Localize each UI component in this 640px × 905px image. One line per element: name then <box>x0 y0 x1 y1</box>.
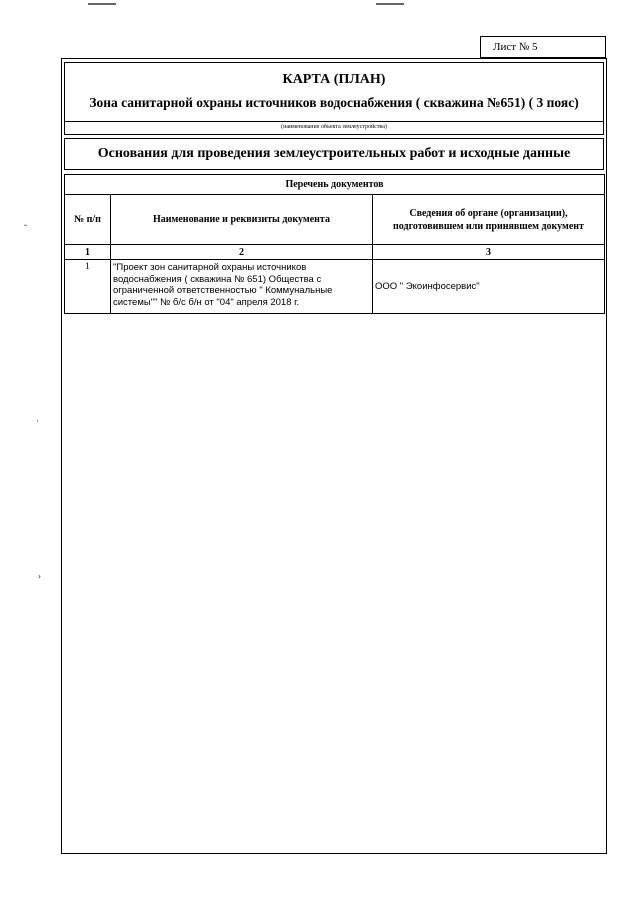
table-row <box>65 260 605 314</box>
column-header-document: Наименование и реквизиты документа <box>111 195 373 245</box>
scan-mark-right <box>376 3 404 5</box>
column-header-organization: Сведения об органе (организации), подготовившем или принявшем документ <box>373 195 605 245</box>
document-frame <box>61 58 607 854</box>
title-section <box>64 62 604 135</box>
column-number: 2 <box>111 245 373 260</box>
documents-table <box>64 174 605 314</box>
column-header-number: № п/п <box>65 195 111 245</box>
doc-title: КАРТА (ПЛАН) <box>282 72 386 87</box>
sheet-number: Лист № 5 <box>480 36 606 58</box>
column-number: 3 <box>373 245 605 260</box>
row-number: 1 <box>65 260 111 314</box>
documents-list-title: Перечень документов <box>65 175 605 195</box>
scan-mark-left <box>88 3 116 5</box>
title-block <box>65 63 603 121</box>
margin-mark: · <box>36 416 39 426</box>
column-number: 1 <box>65 245 111 260</box>
column-number-row <box>65 245 605 260</box>
margin-mark: › <box>38 571 41 581</box>
object-caption: (наименование объекта землеустройства) <box>65 121 603 134</box>
margin-mark: ˇ <box>24 223 27 233</box>
document-name: "Проект зон санитарной охраны источников водоснабжения ( скважина № 651) Общества с ограниченной ответственностью " Коммунальные системы"" № б/с б/н от "04" апреля 2018 г. <box>111 260 373 314</box>
basis-heading: Основания для проведения землеустроительных работ и исходные данные <box>64 138 604 170</box>
doc-subtitle: Зона санитарной охраны источников водоснабжения ( скважина №651) ( 3 пояс) <box>89 95 579 110</box>
organization-name: ООО " Экоинфосервис" <box>373 260 605 314</box>
